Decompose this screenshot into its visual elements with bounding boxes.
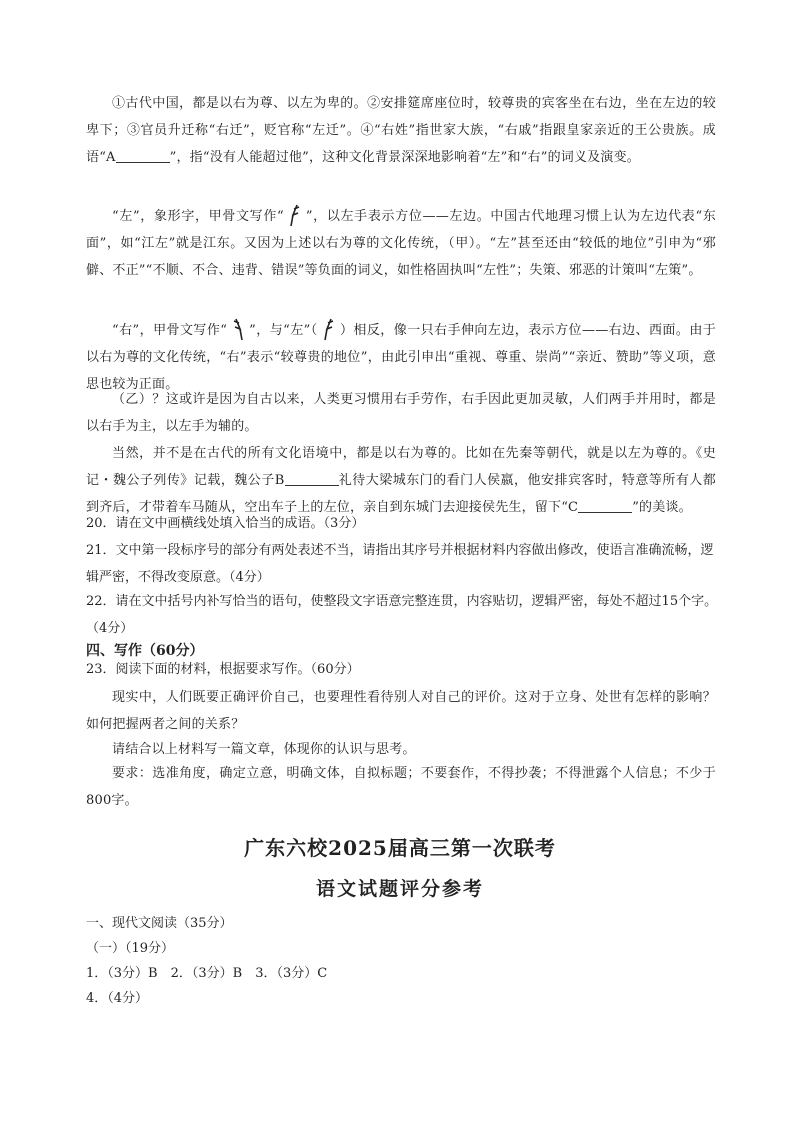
- p2-text-a: “左”，象形字，甲骨文写作“: [112, 209, 284, 224]
- writing-prompt: [86, 736, 716, 763]
- p3-text-b: ”，与“左”（: [249, 323, 318, 338]
- oracle-bone-zuo-small-icon: [318, 316, 340, 342]
- question-20: 20．请在文中画横线处填入恰当的成语。（3分）: [86, 516, 365, 531]
- answer-line-2: 4．（4分）: [86, 991, 149, 1006]
- passage-paragraph-2: [86, 202, 716, 284]
- blank-a: [116, 149, 170, 163]
- passage-paragraph-1: [86, 90, 716, 171]
- p2-text-b: ”，以左手表示方位——左边。中国古代地理习惯上认为左边代表“东面”，如“江左”就是江东。又因为上述以右为尊的文化传统，（甲）。“左”甚至还由“较低的地位”引申为“邪僻、不正”“不顺、不合、违背、错误”等负面的词义，如性格固执叫“左性”；失策、邪恶的计策叫“左策”。: [86, 209, 716, 278]
- answer-part-1: （一）（19分）: [86, 941, 175, 956]
- material-text: 现实中，人们既要正确评价自己，也要理性看待别人对自己的评价。这对于立身、处世有怎样的影响？如何把握两者之间的关系？: [86, 690, 716, 732]
- oracle-bone-zuo-icon: [284, 202, 306, 228]
- requirements-text: 要求：选准角度，确定立意，明确文体，自拟标题；不要套作，不得抄袭；不得泄露个人信息；不少于800字。: [86, 766, 716, 808]
- writing-material: [86, 684, 716, 738]
- question-23: 23．阅读下面的材料，根据要求写作。（60分）: [86, 662, 360, 677]
- question-21: 21．文中第一段标序号的部分有两处表述不当，请指出其序号并根据材料内容做出修改，使语言准确流畅，逻辑严密，不得改变原意。（4分）: [86, 543, 714, 585]
- p1-text-b: ”，指“没有人能超过他”，这种文化背景深深地影响着“左”和“右”的词义及演变。: [169, 150, 640, 165]
- passage-paragraph-4: [86, 386, 716, 440]
- p5-text-b: 礼待大梁城东门的看门人侯嬴，他安排宾客时，特意等所有人都到齐后，才带着车马随从，空出车子上的左位，亲自到东城门去迎接侯先生，留下“C: [86, 473, 716, 515]
- answer-line-1: 1．（3分）B 2．（3分）B 3．（3分）C: [86, 966, 328, 981]
- answer-key-subtitle: 语文试题评分参考: [315, 878, 484, 900]
- writing-requirements: [86, 760, 716, 814]
- writing-section-heading: 四、写作（60分）: [86, 643, 204, 659]
- p3-text-a: “右”，甲骨文写作“: [112, 323, 228, 338]
- answer-section-1: 一、现代文阅读（35分）: [86, 916, 233, 931]
- passage-paragraph-5: [86, 440, 716, 521]
- blank-b: [285, 472, 339, 486]
- prompt-text: 请结合以上材料写一篇文章，体现你的认识与思考。: [112, 742, 416, 757]
- p3-text-c: ）相反，像一只右手伸向左边，表示方位——右边、西面。由于以右为尊的文化传统，“右”表示“较尊贵的地位”，由此引申出“重视、尊重、崇尚”“亲近、赞助”等义项，意思也较为正面。: [86, 323, 716, 392]
- p5-text-c: ”的美谈。: [632, 500, 692, 515]
- p1-text-a: ①古代中国，都是以右为尊、以左为卑的。②安排筵席座位时，较尊贵的宾客坐在右边，坐在左边的较卑下；③官员升迁称“右迁”，贬官称“左迁”。④“右姓”指世家大族，“右戚”指跟皇家亲近的王公贵族。成语“A: [86, 96, 716, 165]
- question-22: 22．请在文中括号内补写恰当的语句，使整段文字语意完整连贯，内容贴切，逻辑严密，每处不超过15个字。（4分）: [86, 594, 718, 636]
- oracle-bone-you-icon: [227, 316, 249, 342]
- answer-key-title: 广东六校2025届高三第一次联考: [244, 836, 556, 860]
- p5-text-a: 当然，并不是在古代的所有文化语境中，都是以右为尊的。比如在先秦等朝代，就是以左为尊的。《史记・魏公子列传》记载，魏公子B: [86, 446, 716, 488]
- p4-text: （乙）？这或许是因为自古以来，人类更习惯用右手劳作，右手因此更加灵敏，人们两手并用时，都是以右手为主，以左手为辅的。: [86, 392, 716, 434]
